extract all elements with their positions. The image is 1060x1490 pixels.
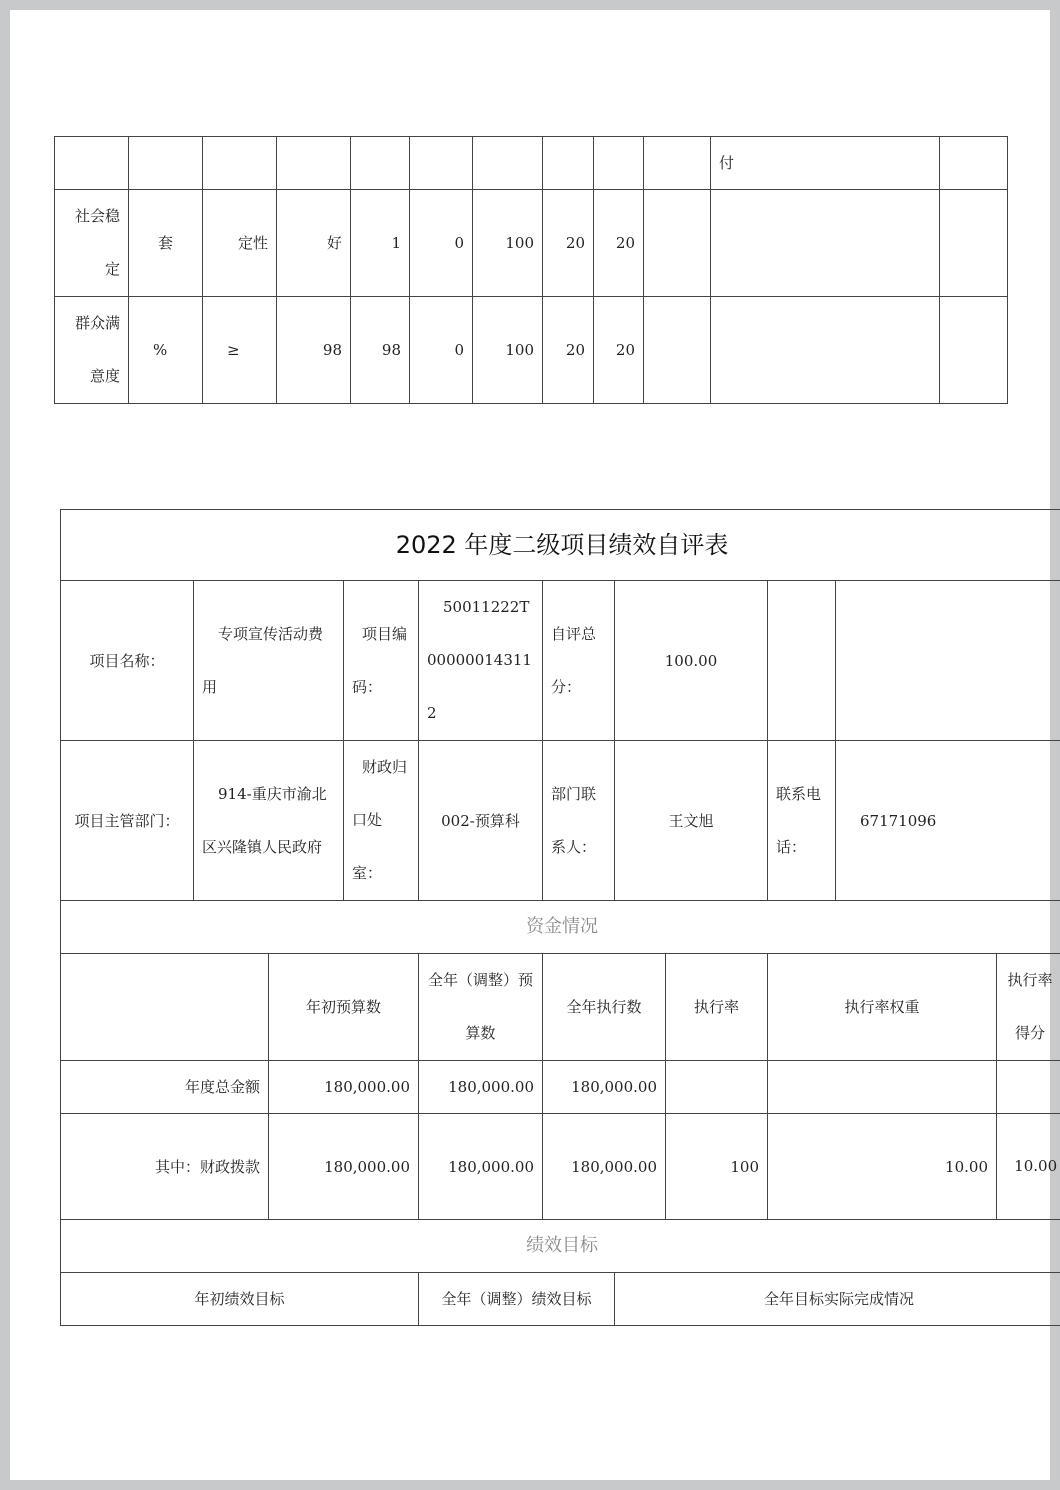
table-row: [61, 1114, 1060, 1220]
funds-header: 全年执行数: [543, 954, 666, 1061]
indicator-name: 群众满意度: [55, 297, 129, 404]
self-score: 100.00: [615, 581, 768, 741]
rate-cell: 100: [473, 190, 543, 297]
goals-header: 年初绩效目标: [61, 1273, 419, 1326]
indicator-table: [54, 136, 1008, 404]
funds-score: [997, 1061, 1060, 1114]
funds-adjusted: 180,000.00: [419, 1061, 543, 1114]
rate-cell: 100: [473, 297, 543, 404]
funds-executed: 180,000.00: [543, 1114, 666, 1220]
indicator-name: 社会稳定: [55, 190, 129, 297]
goals-header: 全年目标实际完成情况: [615, 1273, 1060, 1326]
project-code-label: 项目编码：: [344, 581, 419, 741]
funds-adjusted: 180,000.00: [419, 1114, 543, 1220]
funds-header: 执行率权重: [768, 954, 997, 1061]
evaluation-form: [60, 509, 1060, 1326]
self-score-label: 自评总分：: [543, 581, 615, 741]
dept-label: 项目主管部门：: [61, 741, 194, 901]
dept: 914-重庆市渝北区兴隆镇人民政府: [194, 741, 344, 901]
funds-initial: 180,000.00: [269, 1061, 419, 1114]
phone: 67171096: [836, 741, 1060, 901]
funds-row-label: 年度总金额: [61, 1061, 269, 1114]
unit-cell: %: [129, 297, 203, 404]
table-row: [61, 741, 1060, 901]
table-row: [55, 190, 1008, 297]
unit-cell: 套: [129, 190, 203, 297]
nature-cell: 定性: [203, 190, 277, 297]
project-name-label: 项目名称：: [61, 581, 194, 741]
nature-cell: ≥: [203, 297, 277, 404]
funds-initial: 180,000.00: [269, 1114, 419, 1220]
contact-label: 部门联系人：: [543, 741, 615, 901]
funds-executed: 180,000.00: [543, 1061, 666, 1114]
funds-score: 10.00: [997, 1114, 1060, 1220]
weight-cell: 20: [543, 190, 594, 297]
funds-header: 全年（调整）预算数: [419, 954, 543, 1061]
project-name: 专项宣传活动费用: [194, 581, 344, 741]
table-row: [61, 1061, 1060, 1114]
table-row: [61, 954, 1060, 1061]
score-cell: 20: [594, 297, 644, 404]
phone-label: 联系电话：: [768, 741, 836, 901]
target-cell: 好: [277, 190, 351, 297]
document-page: [10, 10, 1058, 1480]
funds-weight: [768, 1061, 997, 1114]
funds-rate: [666, 1061, 768, 1114]
weight-cell: 20: [543, 297, 594, 404]
actual-cell: 98: [351, 297, 410, 404]
table-row: [55, 297, 1008, 404]
contact: 王文旭: [615, 741, 768, 901]
funds-section-title: 资金情况: [61, 901, 1060, 954]
target-cell: 98: [277, 297, 351, 404]
funds-weight: 10.00: [768, 1114, 997, 1220]
goals-section-title: 绩效目标: [61, 1220, 1060, 1273]
form-title: 2022 年度二级项目绩效自评表: [61, 510, 1060, 581]
funds-rate: 100: [666, 1114, 768, 1220]
project-code: 50011222T000000143112: [419, 581, 543, 741]
table-cell: 付: [711, 137, 940, 190]
deviation-cell: 0: [410, 297, 473, 404]
table-row: [61, 1273, 1060, 1326]
finance-office: 002-预算科: [419, 741, 543, 901]
funds-row-label: 其中：财政拨款: [61, 1114, 269, 1220]
funds-header: 执行率: [666, 954, 768, 1061]
funds-header: 年初预算数: [269, 954, 419, 1061]
deviation-cell: 0: [410, 190, 473, 297]
goals-header: 全年（调整）绩效目标: [419, 1273, 615, 1326]
actual-cell: 1: [351, 190, 410, 297]
funds-header: 执行率得分: [997, 954, 1060, 1061]
table-row: [55, 137, 1008, 190]
score-cell: 20: [594, 190, 644, 297]
table-row: [61, 581, 1060, 741]
finance-office-label: 财政归口处室：: [344, 741, 419, 901]
